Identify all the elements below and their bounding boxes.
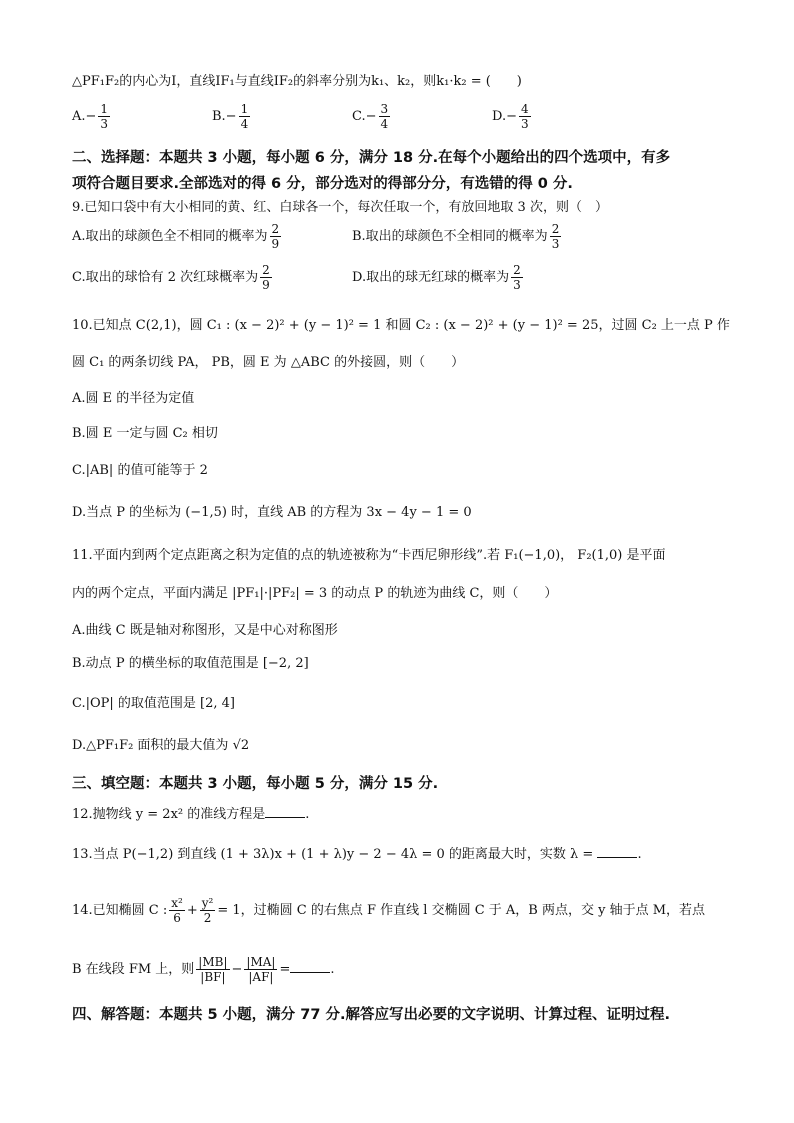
denominator: |BF| [200, 970, 226, 984]
equals-sign: = [279, 962, 291, 977]
denominator: 4 [240, 117, 249, 131]
denominator: |AF| [248, 970, 274, 984]
fraction [244, 955, 277, 984]
denominator: 3 [520, 117, 529, 131]
q8-option-c [352, 102, 392, 131]
q8-option-b [212, 102, 252, 131]
q12-end: . [305, 807, 310, 822]
section4-heading: 四、解答题：本题共 5 小题，满分 77 分.解答应写出必要的文字说明、计算过程、证明过程. [72, 1007, 670, 1023]
q8-option-d [492, 102, 533, 131]
denominator: 9 [262, 278, 270, 292]
numerator: |MB| [198, 955, 228, 969]
q13 [72, 845, 642, 865]
answer-blank[interactable] [290, 960, 330, 973]
q14-post: = 1，过椭圆 C 的右焦点 F 作直线 l 交椭圆 C 于 A，B 两点，交 y 轴于点 M，若点 [217, 903, 706, 918]
q9-option-d [352, 263, 525, 292]
numerator: 2 [513, 263, 521, 277]
numerator: 1 [100, 102, 109, 116]
q10-option-c: C.|AB| 的值可能等于 2 [72, 463, 208, 478]
fraction [239, 102, 251, 131]
q14-end: . [330, 962, 335, 977]
q9-option-c [72, 263, 274, 292]
fraction [200, 896, 216, 925]
option-label: C.− [352, 109, 377, 124]
denominator: 4 [380, 117, 389, 131]
q11-option-a: A.曲线 C 既是轴对称图形，又是中心对称图形 [72, 623, 338, 638]
section2-heading-line1: 二、选择题：本题共 3 小题，每小题 6 分，满分 18 分.在每个小题给出的四个选项中，有多 [72, 150, 671, 166]
q9-option-b [352, 222, 563, 251]
fraction [519, 102, 531, 131]
option-text: D.取出的球无红球的概率为 [352, 270, 510, 285]
answer-blank[interactable] [597, 845, 637, 858]
q14-pre: 14.已知椭圆 C : [72, 903, 168, 918]
denominator: 2 [203, 911, 212, 925]
fraction [98, 102, 110, 131]
denominator: 3 [551, 237, 560, 251]
denominator: 3 [100, 117, 109, 131]
denominator: 6 [173, 911, 181, 925]
numerator: 4 [520, 102, 529, 116]
fraction [511, 263, 523, 292]
q8-option-a [72, 102, 112, 131]
fraction [379, 102, 391, 131]
fraction [169, 896, 185, 925]
plus-sign: + [186, 903, 198, 918]
q11-stem-line2: 内的两个定点，平面内满足 |PF₁|·|PF₂| = 3 的动点 P 的轨迹为曲线 C，则（ ） [72, 586, 558, 601]
q11-option-d: D.△PF₁F₂ 面积的最大值为 √2 [72, 738, 250, 753]
denominator: 9 [271, 237, 280, 251]
numerator: 1 [240, 102, 249, 116]
option-label: B.− [212, 109, 237, 124]
q10-stem-line2: 圆 C₁ 的两条切线 PA， PB，圆 E 为 △ABC 的外接圆，则（ ） [72, 355, 465, 370]
q12-text: 12.抛物线 y = 2x² 的准线方程是 [72, 807, 266, 822]
section3-heading: 三、填空题：本题共 3 小题，每小题 5 分，满分 15 分. [72, 776, 439, 792]
q8-stem: △PF₁F₂的内心为I，直线IF₁与直线IF₂的斜率分别为k₁、k₂，则k₁·k₂ = ( ) [72, 74, 522, 89]
q11-option-b: B.动点 P 的横坐标的取值范围是 [−2, 2] [72, 656, 309, 671]
q14-line1 [72, 896, 705, 925]
numerator: |MA| [246, 955, 276, 969]
fraction [270, 222, 282, 251]
q10-option-a: A.圆 E 的半径为定值 [72, 391, 195, 406]
numerator: y² [201, 896, 214, 910]
section2-heading-line2: 项符合题目要求.全部选对的得 6 分，部分选对的得部分分，有选错的得 0 分. [72, 176, 573, 192]
fraction [260, 263, 272, 292]
q13-text: 13.当点 P(−1,2) 到直线 (1 + 3λ)x + (1 + λ)y − 2 − 4λ = 0 的距离最大时，实数 λ = [72, 847, 594, 862]
q10-option-b: B.圆 E 一定与圆 C₂ 相切 [72, 426, 218, 441]
q13-end: . [637, 847, 642, 862]
denominator: 3 [513, 278, 521, 292]
numerator: 2 [262, 263, 270, 277]
q11-stem-line1: 11.平面内到两个定点距离之积为定值的点的轨迹被称为“卡西尼卵形线”.若 F₁(−1,0)， F₂(1,0) 是平面 [72, 548, 666, 563]
option-label: D.− [492, 109, 517, 124]
q14-line2-pre: B 在线段 FM 上，则 [72, 962, 195, 977]
q12 [72, 805, 309, 825]
q9-stem: 9.已知口袋中有大小相同的黄、红、白球各一个，每次任取一个，有放回地取 3 次，则（ ） [72, 200, 608, 215]
numerator: 2 [271, 222, 280, 236]
minus-sign: − [231, 962, 243, 977]
option-text: A.取出的球颜色全不相同的概率为 [72, 229, 268, 244]
q14-line2 [72, 955, 335, 984]
q10-stem-line1: 10.已知点 C(2,1)，圆 C₁ : (x − 2)² + (y − 1)² = 1 和圆 C₂ : (x − 2)² + (y − 1)² = 25，过圆 C₂ 上一点 P 作 [72, 318, 730, 333]
option-text: B.取出的球颜色不全相同的概率为 [352, 229, 548, 244]
option-label: A.− [72, 109, 97, 124]
numerator: 2 [551, 222, 560, 236]
answer-blank[interactable] [265, 805, 305, 818]
numerator: 3 [380, 102, 389, 116]
fraction [196, 955, 229, 984]
q11-option-c: C.|OP| 的取值范围是 [2, 4] [72, 696, 235, 711]
option-text: C.取出的球恰有 2 次红球概率为 [72, 270, 259, 285]
fraction [550, 222, 562, 251]
q9-option-a [72, 222, 283, 251]
numerator: x² [171, 896, 183, 910]
q10-option-d: D.当点 P 的坐标为 (−1,5) 时，直线 AB 的方程为 3x − 4y − 1 = 0 [72, 505, 472, 520]
